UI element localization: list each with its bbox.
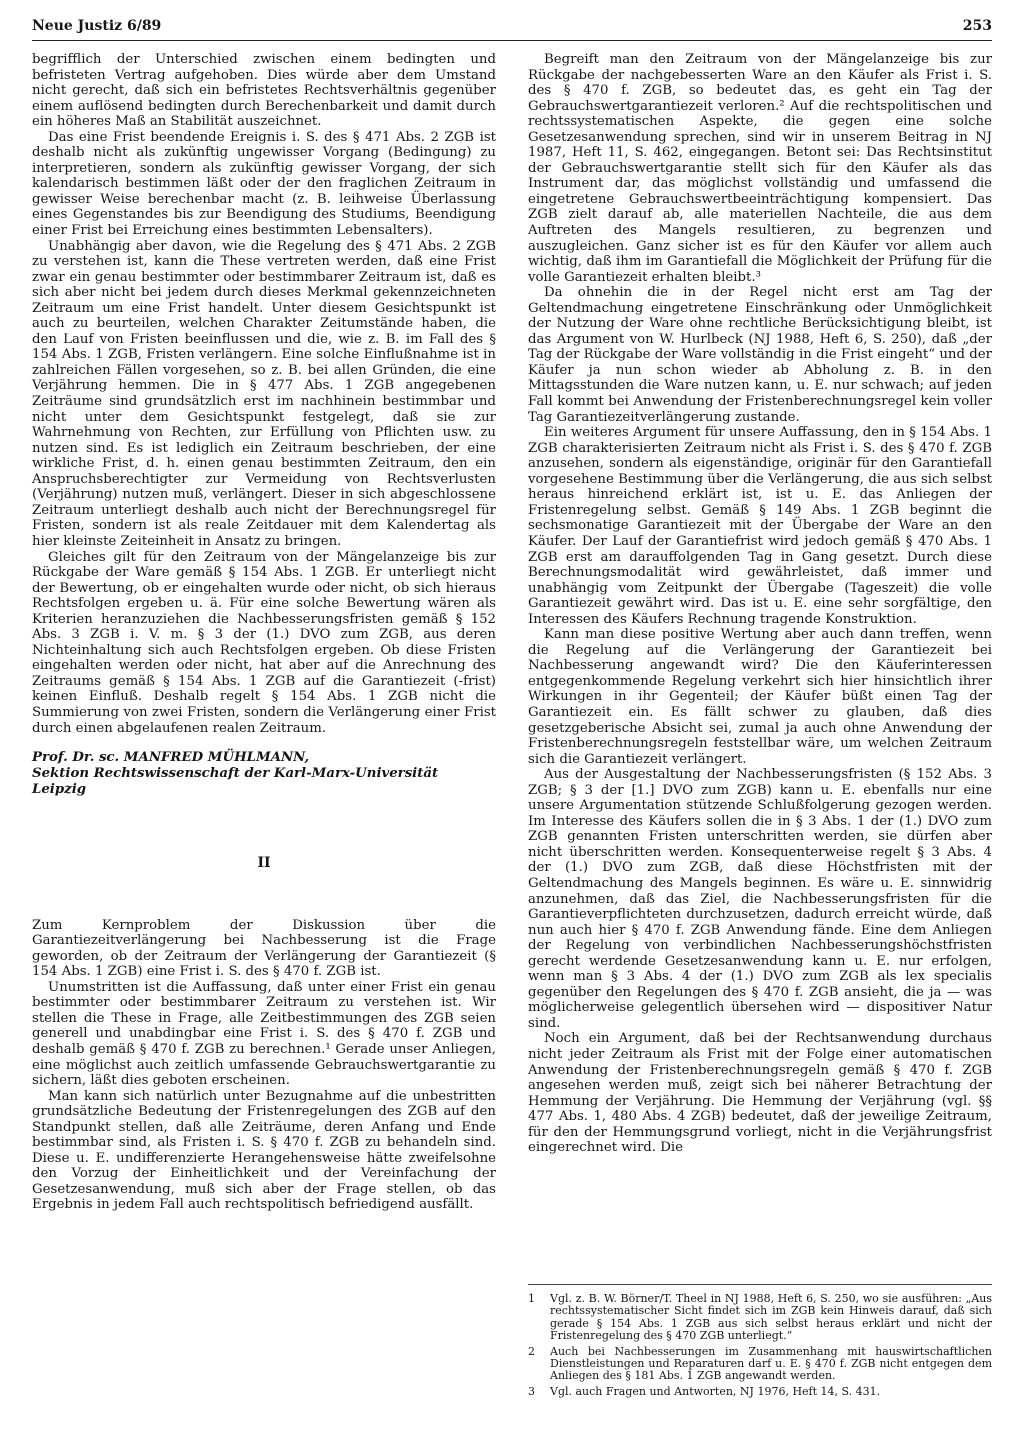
footnote [528, 1386, 992, 1398]
header-rule [32, 40, 992, 41]
footnotes [528, 1284, 992, 1401]
footnote-text: Vgl. z. B. W. Börner/T. Theel in NJ 1988, Heft 6, S. 250, wo sie ausführen: „Aus rechtssystematischer Sicht findet sich im ZGB kein Hinweis darauf, daß sich gerade § 154 Abs. 1 ZGB aus sich selbst heraus erklärt und nicht der Fristenregelung des § 470 ZGB unterliegt.“ [550, 1292, 992, 1343]
footnote [528, 1346, 992, 1383]
author-affiliation: Sektion Rechtswissenschaft der Karl-Marx-Universität Leipzig [32, 766, 439, 798]
paragraph: Gleiches gilt für den Zeitraum von der Mängelanzeige bis zur Rückgabe der Ware gemäß § 154 Abs. 1 ZGB. Er unterliegt nicht der Bewertung, ob er eingehalten wurde oder nicht, ob sich hieraus Rechtsfolgen ergeben u. ä. Für eine solche Bewertung wären als Kriterien heranzuziehen die Nachbesserungsfristen gemäß § 152 Abs. 3 ZGB i. V. m. § 3 der (1.) DVO zum ZGB, aus deren Nichteinhaltung sich auch Rechtsfolgen ergeben. Ob diese Fristen eingehalten werden oder nicht, hat aber auf die Anrechnung des Zeitraums gemäß § 154 Abs. 1 ZGB auf die Garantiezeit (-frist) keinen Einfluß. Deshalb regelt § 154 Abs. 1 ZGB nicht die Summierung von zwei Fristen, sondern die Verlängerung einer Frist durch einen abgelaufenen realen Zeitraum. [32, 549, 496, 736]
paragraph: Kann man diese positive Wertung aber auch dann treffen, wenn die Regelung auf die Verlängerung der Garantiezeit bei Nachbesserung angewandt wird? Die den Käuferinteressen entgegenkommende Regelung verkehrt sich hier hinsichtlich ihrer Wirkungen in ihr Gegenteil; der Käufer büßt einen Tag der Garantiezeit ein. Es fällt schwer zu glauben, daß dies gesetzgeberische Absicht sei, zumal ja auch ohne Anwendung der Fristenberechnungsregeln feststellbar wäre, um welchen Zeitraum sich die Garantiezeit verlängert. [528, 627, 992, 767]
paragraph: begrifflich der Unterschied zwischen einem bedingten und befristeten Vertrag aufgehoben. Dies würde aber dem Umstand nicht gerecht, daß sich ein befristetes Rechtsverhältnis gegenüber einem auflösend bedingten durch Berechenbarkeit und damit durch ein höheres Maß an Stabilität auszeichnet. [32, 52, 496, 130]
paragraph: Noch ein Argument, daß bei der Rechtsanwendung durchaus nicht jeder Zeitraum als Frist mit der Folge einer automatischen Anwendung der Fristenberechnungsregeln gemäß § 470 f. ZGB angesehen werden muß, zeigt sich bei näherer Betrachtung der Hemmung der Verjährung. Die Hemmung der Verjährung (vgl. §§ 477 Abs. 1, 480 Abs. 4 ZGB) bedeutet, daß der jeweilige Zeitraum, für den der Hemmungsgrund vorliegt, nicht in die Verjährungsfrist eingerechnet wird. Die [528, 1031, 992, 1156]
footnote-text: Vgl. auch Fragen und Antworten, NJ 1976, Heft 14, S. 431. [550, 1384, 881, 1398]
footnote-number: 1 [528, 1292, 535, 1305]
right-column [528, 52, 992, 1156]
footnote [528, 1293, 992, 1343]
footnote-number: 2 [528, 1344, 535, 1358]
paragraph: Begreift man den Zeitraum von der Mängelanzeige bis zur Rückgabe der nachgebesserten Ware an den Käufer als Frist i. S. des § 470 f. ZGB, so bedeutet das, es geht ein Tag der Gebrauchswertgarantiezeit verloren.² Auf die rechtspolitischen und rechtssystematischen Aspekte, die gegen eine solche Gesetzesanwendung sprechen, sind wir in unserem Beitrag in NJ 1987, Heft 11, S. 462, eingegangen. Betont sei: Das Rechtsinstitut der Gebrauchswertgarantie stellt sich für den Käufer als das Instrument dar, das möglichst vollständig und umfassend die eingetretene Gebrauchswertbeeinträchtigung kompensiert. Das ZGB zielt darauf ab, alle materiellen Nachteile, die aus dem Auftreten des Mangels resultieren, zu begrenzen und auszugleichen. Ganz sicher ist es für den Käufer vor allem auch wichtig, daß ihm im Garantiefall die Möglichkeit der Prüfung für die volle Garantiezeit erhalten bleibt.³ [528, 52, 992, 285]
author-signature [32, 750, 496, 798]
footnote-number: 3 [528, 1384, 535, 1398]
page-number: 253 [962, 18, 992, 34]
paragraph: Ein weiteres Argument für unsere Auffassung, den in § 154 Abs. 1 ZGB charakterisierten Zeitraum nicht als Frist i. S. des § 470 f. ZGB anzusehen, sondern als eigenständige, originär für den Garantiefall vorgesehene Bestimmung über die Verlängerung, die aus sich selbst heraus hinreichend erklärt ist, ist u. E. das Anliegen der Fristenregelung selbst. Gemäß § 149 Abs. 1 ZGB beginnt die sechsmonatige Garantiezeit mit der Übergabe der Ware an den Käufer. Der Lauf der Garantiefrist wird jedoch gemäß § 470 Abs. 1 ZGB erst am darauffolgenden Tag in Gang gesetzt. Durch diese Berechnungsmodalität wird gewährleistet, daß immer und unabhängig vom Zeitpunkt der Übergabe (Tageszeit) die volle Garantiezeit gewährt wird. Das ist u. E. eine sehr sorgfältige, den Interessen des Käufers Rechnung tragende Konstruktion. [528, 425, 992, 627]
paragraph: Unumstritten ist die Auffassung, daß unter einer Frist ein genau bestimmter oder bestimmbarer Zeitraum zu verstehen ist. Wir stellen die These in Frage, alle Zeitbestimmungen des ZGB seien generell und unabdingbar eine Frist i. S. des § 470 f. ZGB und deshalb gemäß § 470 f. ZGB zu berechnen.¹ Gerade unser Anliegen, eine möglichst auch zeitlich umfassende Gebrauchswertgarantie zu sichern, läßt dies geboten erscheinen. [32, 979, 496, 1089]
paragraph: Zum Kernproblem der Diskussion über die Garantiezeitverlängerung bei Nachbesserung ist die Frage geworden, ob der Zeitraum der Verlängerung der Garantiezeit (§ 154 Abs. 1 ZGB) eine Frist i. S. des § 470 f. ZGB ist. [32, 917, 496, 980]
paragraph: Man kann sich natürlich unter Bezugnahme auf die unbestritten grundsätzliche Bedeutung der Fristenregelungen des ZGB auf den Standpunkt stellen, daß alle Zeiträume, deren Anfang und Ende bestimmbar sind, als Fristen i. S. § 470 f. ZGB zu behandeln sind. Diese u. E. undifferenzierte Herangehensweise hätte zweifelsohne den Vorzug der Einheitlichkeit und der Vereinfachung der Gesetzesanwendung, muß sich aber der Frage stellen, ob das Ergebnis in jedem Fall auch rechtspolitisch befriedigend ausfällt. [32, 1088, 496, 1213]
paragraph: Aus der Ausgestaltung der Nachbesserungsfristen (§ 152 Abs. 3 ZGB; § 3 der [1.] DVO zum ZGB) kann u. E. ebenfalls nur eine unsere Argumentation stützende Schlußfolgerung gezogen werden. Im Interesse des Käufers sollen die in § 3 Abs. 1 der (1.) DVO zum ZGB genannten Fristen unterschritten werden, sie dürfen aber nicht überschritten werden. Konsequenterweise regelt § 3 Abs. 4 der (1.) DVO zum ZGB, daß diese Höchstfristen mit der Geltendmachung des Mangels beginnen. Es wäre u. E. sinnwidrig anzunehmen, daß das Ziel, die Nachbesserungsfristen für die Garantieverpflichteten durchzusetzen, dadurch erreicht würde, daß nun auch hier § 470 f. ZGB Anwendung fände. Eine dem Anliegen der Regelung von verbindlichen Nachbesserungshöchstfristen gerecht werdende Gesetzesanwendung kann u. E. nur erfolgen, wenn man § 3 Abs. 4 der (1.) DVO zum ZGB als lex specialis gegenüber den Regelungen des § 470 f. ZGB ansieht, die ja — was möglicherweise gelegentlich übersehen wird — dispositiver Natur sind. [528, 767, 992, 1031]
paragraph: Das eine Frist beendende Ereignis i. S. des § 471 Abs. 2 ZGB ist deshalb nicht als zukünftig ungewisser Vorgang (Bedingung) zu interpretieren, sondern als zukünftig gewisser Vorgang, der sich kalendarisch bestimmen läßt oder der den fraglichen Zeitraum in gewisser Weise berechenbar macht (z. B. leihweise Überlassung eines Gegenstandes bis zur Beendigung des Studiums, Beendigung einer Frist bei Erreichung eines bestimmten Lebensalters). [32, 129, 496, 239]
footnote-text: Auch bei Nachbesserungen im Zusammenhang mit hauswirtschaftlichen Dienstleistungen und Reparaturen darf u. E. § 470 f. ZGB nicht entgegen dem Anliegen des § 181 Abs. 1 ZGB angewandt werden. [550, 1344, 992, 1383]
paragraph: Da ohnehin die in der Regel nicht erst am Tag der Geltendmachung eingetretene Einschränkung oder Unmöglichkeit der Nutzung der Ware ohne rechtliche Berücksichtigung bleibt, ist das Argument von W. Hurlbeck (NJ 1988, Heft 6, S. 250), daß „der Tag der Rückgabe der Ware vollständig in die Frist eingeht“ und der Käufer ja nun schon wieder ab Abholung z. B. in den Mittagsstunden die Ware nutzen kann, u. E. nur schwach; auf jeden Fall kommt bei Anwendung der Fristenberechnungsregel kein voller Tag Garantiezeitverlängerung zustande. [528, 285, 992, 425]
journal-title: Neue Justiz 6/89 [32, 18, 162, 34]
left-column [32, 52, 496, 1213]
author-name: Prof. Dr. sc. MANFRED MÜHLMANN, [32, 750, 310, 766]
paragraph: Unabhängig aber davon, wie die Regelung des § 471 Abs. 2 ZGB zu verstehen ist, kann die These vertreten werden, daß eine Frist zwar ein genau bestimmter oder bestimmbarer Zeitraum ist, daß es sich aber nicht bei jedem durch dieses Merkmal gekennzeichneten Zeitraum um eine Frist handelt. Unter diesem Gesichtspunkt ist auch zu beurteilen, welchen Charakter Zeitumstände haben, die den Lauf von Fristen beeinflussen und die, wie z. B. im Fall des § 154 Abs. 1 ZGB, Fristen verlängern. Eine solche Einflußnahme ist in zahlreichen Fällen vorgesehen, so z. B. bei allen Gründen, die eine Verjährung hemmen. Die in § 477 Abs. 1 ZGB angegebenen Zeiträume sind grundsätzlich erst im nachhinein bestimmbar und nicht unter dem Gesichtspunkt festgelegt, daß sie zur Wahrnehmung von Rechten, zur Erfüllung von Pflichten usw. zu nutzen sind. Es ist lediglich ein Zeitraum beschrieben, der eine wirkliche Frist, d. h. einen genau bestimmten Zeitraum, den ein Anspruchsberechtigter zur Vermeidung von Rechtsverlusten (Verjährung) nutzen muß, verlängert. Dieser in sich abgeschlossene Zeitraum unterliegt deshalb auch nicht der Berechnungsregel für Fristen, sondern ist als reale Zeitdauer mit dem Kalendertag als hier kleinste Zeiteinheit in Ansatz zu bringen. [32, 238, 496, 549]
running-header [32, 18, 992, 42]
section-heading: II [257, 855, 271, 872]
